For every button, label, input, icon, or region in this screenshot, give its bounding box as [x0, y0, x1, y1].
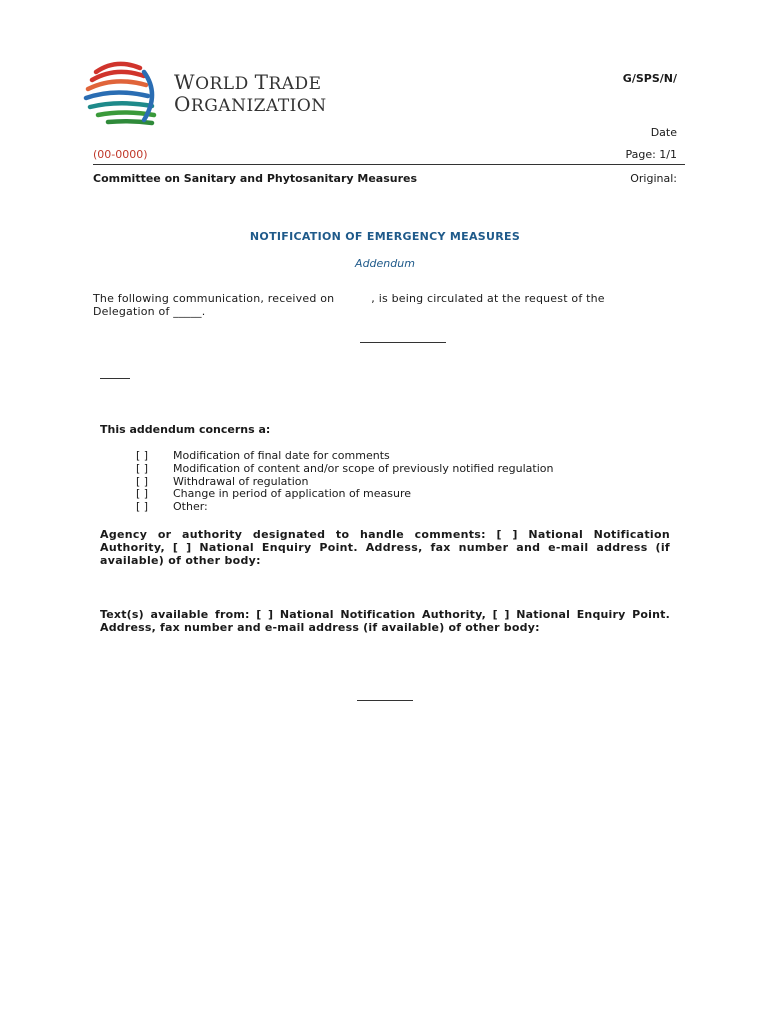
intro-line-2: Delegation of _____.	[93, 305, 206, 318]
option-label: Modification of content and/or scope of previously notified regulation	[173, 461, 554, 475]
end-divider	[357, 700, 413, 701]
list-item[interactable]	[136, 501, 553, 514]
document-number: (00-0000)	[93, 148, 148, 161]
header-divider	[93, 164, 685, 165]
checkbox[interactable]: [ ]	[136, 487, 149, 501]
checkbox[interactable]: [ ]	[136, 449, 149, 462]
agency-paragraph: Agency or authority designated to handle comments: [ ] National Notification Authority, [ ] National Enquiry Point. Address, fax number and e-mail address (if available) of other body:	[100, 528, 670, 567]
checkbox[interactable]: [ ]	[136, 474, 149, 488]
wto-logo-icon	[82, 58, 162, 130]
page-number: Page: 1/1	[625, 148, 677, 161]
options-list	[136, 450, 553, 514]
committee-name: Committee on Sanitary and Phytosanitary Measures	[93, 172, 418, 185]
document-symbol: G/SPS/N/	[622, 72, 677, 85]
option-label: Change in period of application of measure	[173, 487, 412, 501]
texts-available-paragraph: Text(s) available from: [ ] National Notification Authority, [ ] National Enquiry Point. Address, fax number and e-mail address (if available) of other body:	[100, 608, 670, 634]
list-item[interactable]	[136, 450, 553, 463]
concerns-heading: This addendum concerns a:	[100, 423, 271, 436]
option-label: Modification of final date for comments	[173, 449, 390, 462]
document-date: Date	[650, 126, 677, 139]
section-divider	[360, 342, 446, 343]
option-label: Withdrawal of regulation	[173, 474, 309, 488]
intro-line-1: The following communication, received on , is being circulated at the request of the	[93, 292, 605, 305]
checkbox[interactable]: [ ]	[136, 461, 149, 475]
page-subtitle: Addendum	[355, 257, 415, 270]
organization-name: WORLD TRADE ORGANIZATION	[174, 70, 327, 116]
page-title: NOTIFICATION OF EMERGENCY MEASURES	[249, 230, 521, 243]
short-divider	[100, 378, 130, 379]
intro-paragraph	[93, 292, 677, 318]
option-label: Other:	[173, 500, 208, 514]
list-item[interactable]	[136, 463, 553, 476]
checkbox[interactable]: [ ]	[136, 500, 149, 514]
original-language: Original:	[630, 172, 677, 185]
